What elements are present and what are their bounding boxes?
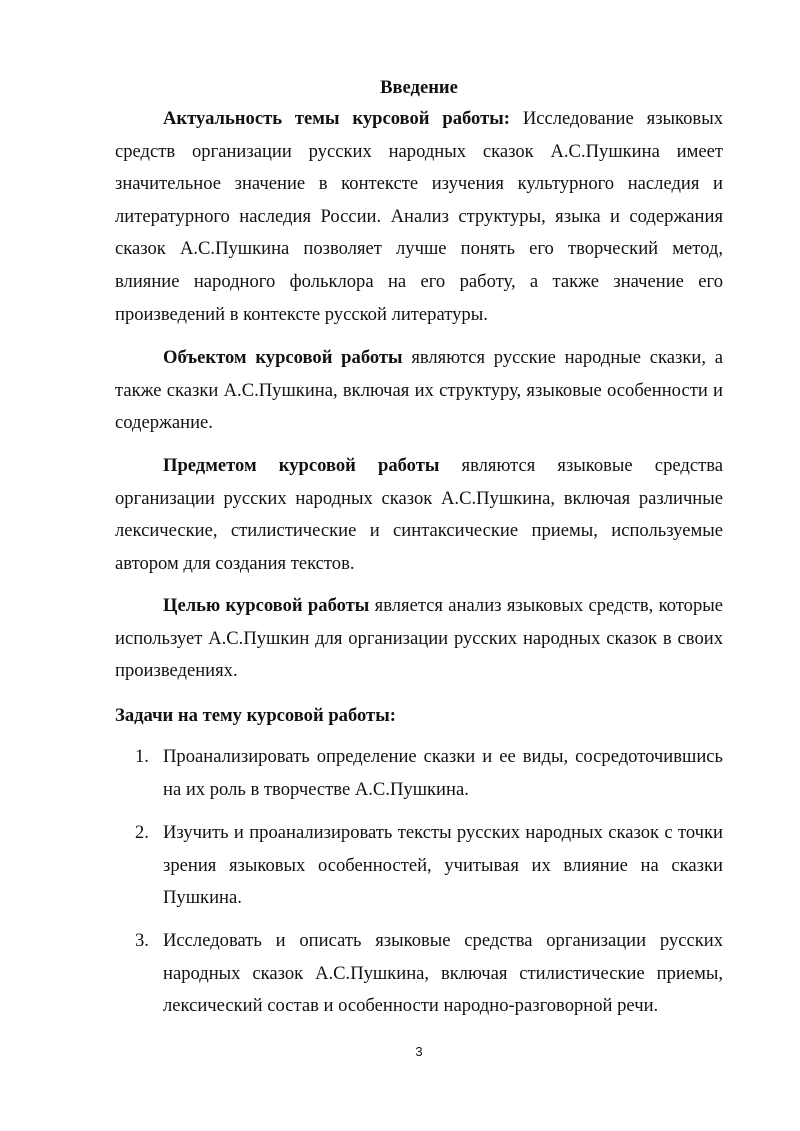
task-number: 2. — [135, 822, 149, 843]
task-text: Исследовать и описать языковые средства организации русских народных сказок А.С.Пушкина, включая стилистические приемы, лексический состав и особенности народно-разговорной речи. — [163, 930, 723, 1017]
task-item-2 — [115, 817, 723, 915]
paragraph-lead: Объектом курсовой работы — [163, 347, 403, 368]
task-text: Проанализировать определение сказки и ее виды, сосредоточившись на их роль в творчестве А.С.Пушкина. — [163, 746, 723, 800]
paragraph-lead: Актуальность темы курсовой работы: — [163, 108, 510, 129]
paragraph-subject — [115, 450, 723, 580]
task-number: 1. — [135, 746, 149, 767]
paragraph-text: Исследование языковых средств организации русских народных сказок А.С.Пушкина имеет значительное значение в контексте изучения культурного наследия и литературного наследия России. Анализ структуры, языка и содержания сказок А.С.Пушкина позволяет лучше понять его творческий метод, влияние народного фольклора на его работу, а также значение его произведений в контексте русской литературы. — [115, 108, 723, 325]
page-title: Введение — [380, 77, 458, 98]
paragraph-goal — [115, 590, 723, 688]
paragraph-text: являются русские народные сказки, а также сказки А.С.Пушкина, включая их структуру, языковые особенности и содержание. — [115, 347, 723, 434]
task-item-3 — [115, 925, 723, 1023]
paragraph-relevance — [115, 103, 723, 331]
paragraph-text: является анализ языковых средств, которые использует А.С.Пушкин для организации русских народных сказок в своих произведениях. — [115, 595, 723, 682]
task-number: 3. — [135, 930, 149, 951]
paragraph-lead: Предметом курсовой работы — [163, 455, 440, 476]
tasks-heading: Задачи на тему курсовой работы: — [115, 705, 396, 726]
paragraph-lead: Целью курсовой работы — [163, 595, 370, 616]
paragraph-text: являются языковые средства организации русских народных сказок А.С.Пушкина, включая различные лексические, стилистические и синтаксические приемы, используемые автором для создания текстов. — [115, 455, 723, 574]
task-text: Изучить и проанализировать тексты русских народных сказок с точки зрения языковых особенностей, учитывая их влияние на сказки Пушкина. — [163, 822, 723, 909]
paragraph-object — [115, 342, 723, 440]
task-item-1 — [115, 741, 723, 806]
page-number: 3 — [415, 1044, 423, 1059]
